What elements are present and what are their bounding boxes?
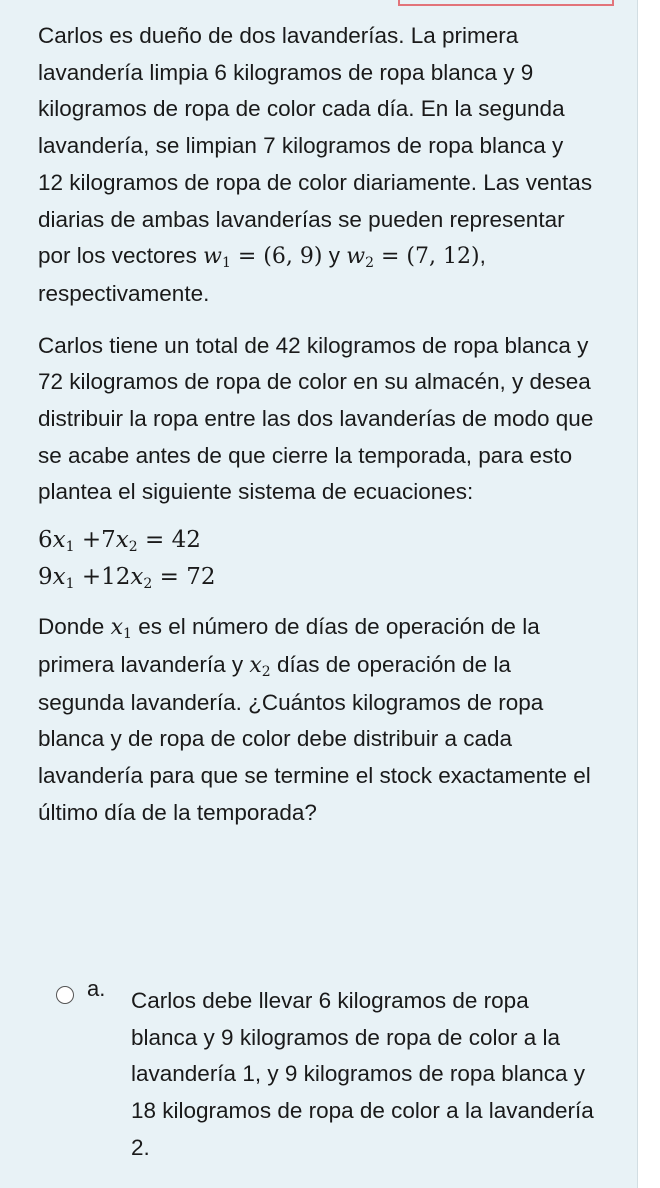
option-a-letter: a.	[87, 976, 106, 1001]
equation-2: $9x_1 +12x_2 = 72$	[38, 564, 216, 593]
option-a-radio[interactable]	[56, 986, 74, 1004]
question-text	[38, 18, 594, 831]
vector-w2: $w_2 = (7$, 12)	[346, 244, 480, 272]
top-accent-border	[398, 0, 614, 6]
equation-1: $6x_1 +7x_2 = 42$	[38, 527, 201, 556]
option-a-text: Carlos debe llevar 6 kilogramos de ropa blanca y 9 kilogramos de ropa de color a la lavandería 1, y 9 kilogramos de ropa blanca y 18 kilogramos de ropa de color a la lavandería 2.	[131, 988, 594, 1160]
variable-x1: $x_1$	[110, 615, 132, 643]
equation-system	[38, 522, 594, 596]
intro-text: Carlos es dueño de dos lavanderías. La primera lavandería limpia 6 kilogramos de ropa blanca y 9 kilogramos de ropa de color cada día. En la segunda lavandería, se limpian 7 kilogramos de ropa blanca y 12 kilogramos de ropa de color diariamente. Las ventas diarias de ambas lavanderías se pueden representar por los vectores	[38, 23, 593, 269]
stock-paragraph: Carlos tiene un total de 42 kilogramos de ropa blanca y 72 kilogramos de ropa de color en su almacén, y desea distribuir la ropa entre las dos lavanderías de modo que se acabe antes de que cierre la temporada, para esto plantea el siguiente sistema de ecuaciones:	[38, 332, 594, 505]
vector-w1: $w_1 = (6$, 9)	[203, 244, 323, 272]
intro-comma: ,	[479, 243, 486, 269]
intro-end: respectivamente.	[38, 280, 210, 306]
intro-paragraph	[38, 18, 594, 313]
variable-x2: $x_2$	[249, 652, 271, 680]
final-paragraph: Donde $x_1$ es el número de días de operación de la primera lavandería y $x_2$ días de operación de la segunda lavandería. ¿Cuántos kilogramos de ropa blanca y de ropa de color debe distribuir a cada lavandería para que se termine el stock exactamente el último día de la temporada?	[38, 614, 591, 825]
intro-connector: y	[328, 243, 340, 269]
